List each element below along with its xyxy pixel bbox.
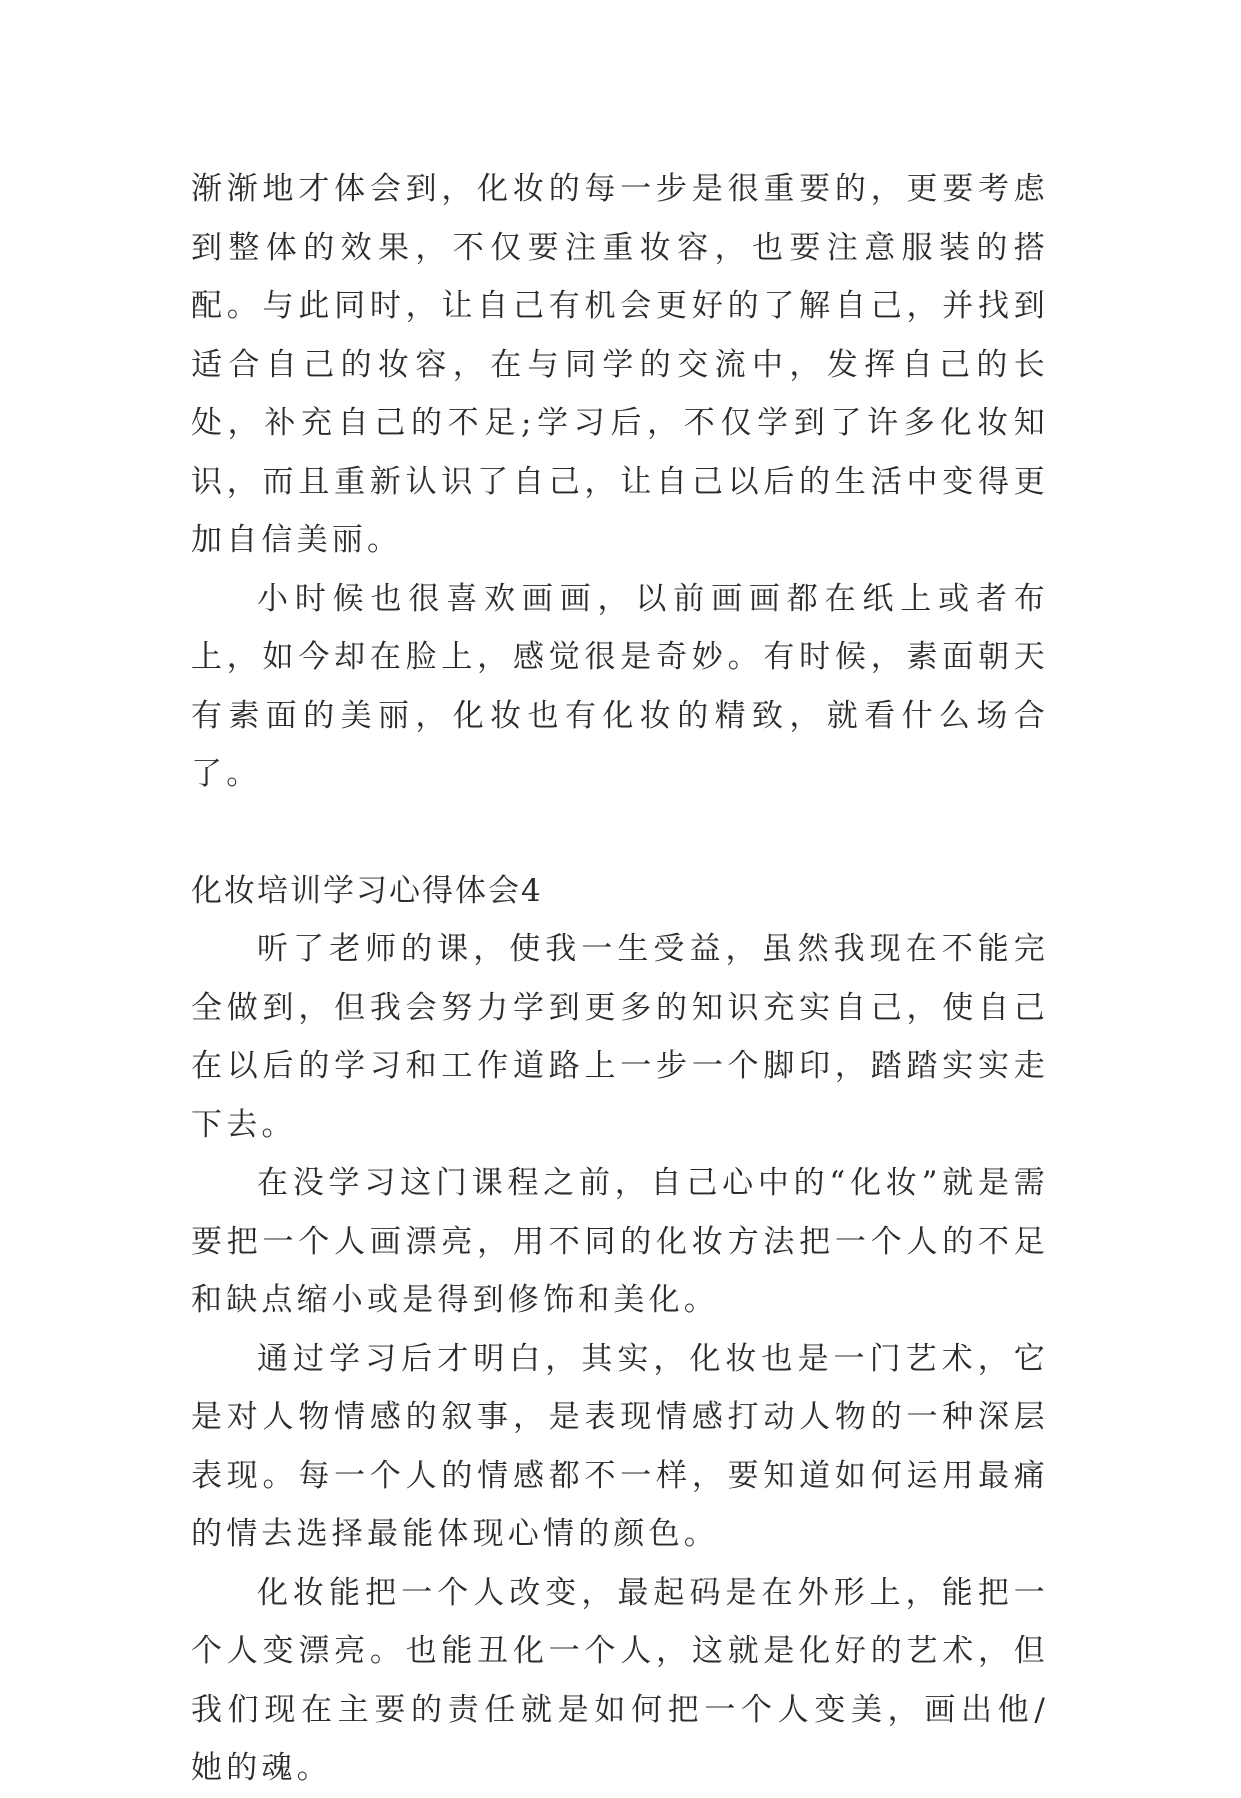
paragraph-continuation: 渐渐地才体会到，化妆的每一步是很重要的，更要考虑到整体的效果，不仅要注重妆容，也要注意服装的搭配。与此同时，让自己有机会更好的了解自己，并找到适合自己的妆容，在与同学的交流中，发挥自己的长处，补充自己的不足;学习后，不仅学到了许多化妆知识，而且重新认识了自己，让自己以后的生活中变得更加自信美丽。 (191, 171, 1049, 558)
section-heading: 化妆培训学习心得体会4 (191, 872, 543, 909)
document-body (191, 160, 1049, 1798)
paragraph-teacher-class: 听了老师的课，使我一生受益，虽然我现在不能完全做到，但我会努力学到更多的知识充实自己，使自己在以后的学习和工作道路上一步一个脚印，踏踏实实走下去。 (191, 931, 1049, 1143)
paragraph-makeup-art: 通过学习后才明白，其实，化妆也是一门艺术，它是对人物情感的叙事，是表现情感打动人物的一种深层表现。每一个人的情感都不一样，要知道如何运用最痛的情去选择最能体现心情的颜色。 (191, 1340, 1049, 1552)
paragraph-childhood-painting: 小时候也很喜欢画画，以前画画都在纸上或者布上，如今却在脸上，感觉很是奇妙。有时候，素面朝天有素面的美丽，化妆也有化妆的精致，就看什么场合了。 (191, 580, 1049, 792)
paragraph-before-course: 在没学习这门课程之前，自己心中的“化妆”就是需要把一个人画漂亮，用不同的化妆方法把一个人的不足和缺点缩小或是得到修饰和美化。 (191, 1165, 1049, 1318)
paragraph-makeup-change: 化妆能把一个人改变，最起码是在外形上，能把一个人变漂亮。也能丑化一个人，这就是化好的艺术，但我们现在主要的责任就是如何把一个人变美，画出他/她的魂。 (191, 1574, 1049, 1786)
